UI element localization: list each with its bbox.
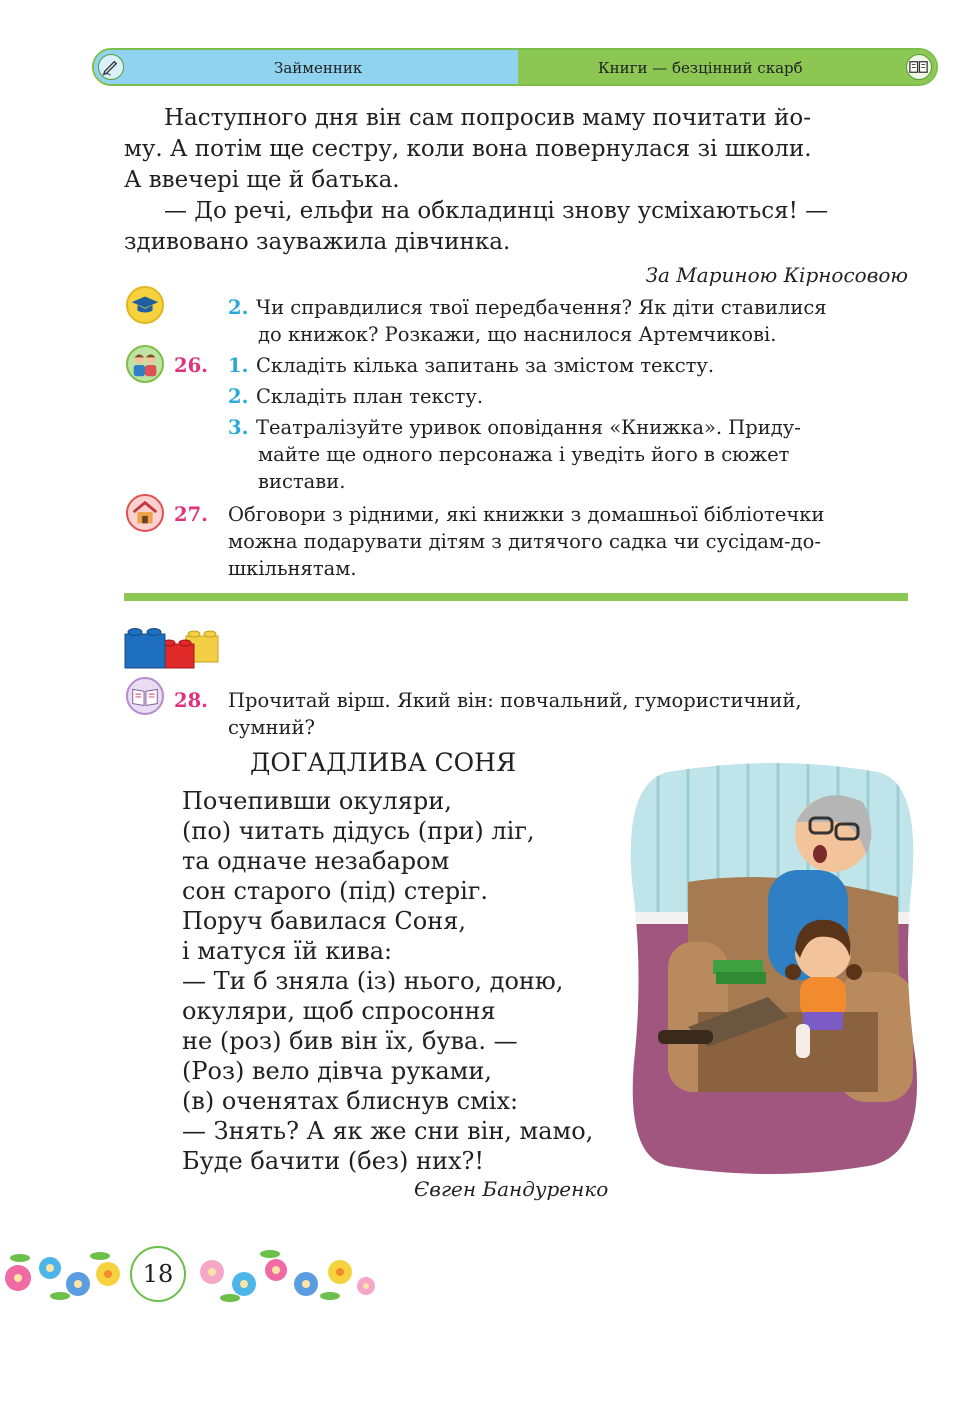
story-author: За Мариною Кірносовою — [645, 263, 908, 287]
task-prev-text — [256, 294, 908, 348]
poem-line: (Роз) вело дівча руками, — [182, 1057, 492, 1085]
poem-line: (в) оченятах блиснув сміх: — [182, 1087, 519, 1115]
task-line: майте ще одного персонажа і уведіть його в сюжет — [258, 443, 790, 466]
poem-line: не (роз) бив він їх, бува. — — [182, 1027, 518, 1055]
poem-line: (по) читать дідусь (при) ліг, — [182, 817, 535, 845]
task-line: Прочитай вірш. Який він: повчальний, гумористичний, — [228, 689, 802, 712]
item-number: 2. — [228, 385, 249, 408]
poem-line: сон старого (під) стеріг. — [182, 877, 488, 905]
graduation-cap-icon — [126, 286, 164, 324]
poem-line: Почепивши окуляри, — [182, 787, 452, 815]
poem-body — [182, 786, 593, 1176]
poem-illustration — [628, 762, 918, 1174]
poem-line: Поруч бавилася Соня, — [182, 907, 466, 935]
story-line: — До речі, ельфи на обкладинці знову усміхаються! — — [164, 198, 829, 224]
task-line: Чи справдилися твої передбачення? Як діти ставилися — [256, 296, 827, 319]
header-chapter-title: Книги — безцінний скарб — [598, 59, 803, 77]
item-number: 3. — [228, 416, 249, 439]
task-number: 26. — [174, 354, 208, 377]
task-line: можна подарувати дітям з дитячого садка чи сусідам-до- — [228, 530, 821, 553]
poem-line: Буде бачити (без) них?! — [182, 1147, 485, 1175]
task-number: 28. — [174, 689, 208, 712]
story-line: здивовано зауважила дівчинка. — [124, 229, 511, 255]
task-line: Обговори з рідними, які книжки з домашньої бібліотечки — [228, 503, 825, 526]
pen-icon — [98, 54, 124, 80]
task-28-text — [228, 687, 908, 741]
task-line: вистави. — [258, 470, 346, 493]
poem-line: окуляри, щоб спросоння — [182, 997, 496, 1025]
story-line: А ввечері ще й батька. — [124, 167, 400, 193]
story-line: Наступного дня він сам попросив маму почитати йо- — [164, 105, 812, 131]
task-line: Театралізуйте уривок оповідання «Книжка». Приду- — [256, 416, 801, 439]
flower-border-decoration — [0, 1238, 380, 1314]
poem-line: — Знять? А як же сни він, мамо, — [182, 1117, 594, 1145]
poem-line: — Ти б зняла (із) нього, доню, — [182, 967, 564, 995]
task-26-items — [228, 352, 908, 495]
task-line: Складіть план тексту. — [256, 385, 484, 408]
task-line: до книжок? Розкажи, що наснилося Артемчикові. — [258, 323, 777, 346]
open-book-icon — [126, 677, 164, 715]
task-number: 27. — [174, 503, 208, 526]
item-number: 1. — [228, 354, 249, 377]
task-line: шкільнятам. — [228, 557, 357, 580]
header-left-panel — [94, 50, 518, 84]
header-section-title: Займенник — [274, 59, 363, 77]
story-text — [124, 103, 908, 258]
poem-line: та одначе незабаром — [182, 847, 450, 875]
home-icon — [126, 494, 164, 532]
poem-title: ДОГАДЛИВА СОНЯ — [250, 748, 517, 777]
page-number: 18 — [130, 1246, 186, 1302]
story-line: му. А потім ще сестру, коли вона повернулася зі школи. — [124, 136, 812, 162]
pair-work-icon — [126, 345, 164, 383]
lego-blocks-icon — [124, 622, 222, 670]
task-line: Складіть кілька запитань за змістом тексту. — [256, 354, 715, 377]
header-right-panel — [518, 50, 936, 84]
book-icon — [906, 54, 932, 80]
poem-author: Євген Бандуренко — [414, 1177, 609, 1201]
page-header — [92, 48, 938, 86]
task-line: сумний? — [228, 716, 316, 739]
task-item-number: 2. — [228, 296, 249, 319]
poem-line: і матуся їй кива: — [182, 937, 393, 965]
section-divider — [124, 593, 908, 601]
task-27-text — [228, 501, 908, 582]
